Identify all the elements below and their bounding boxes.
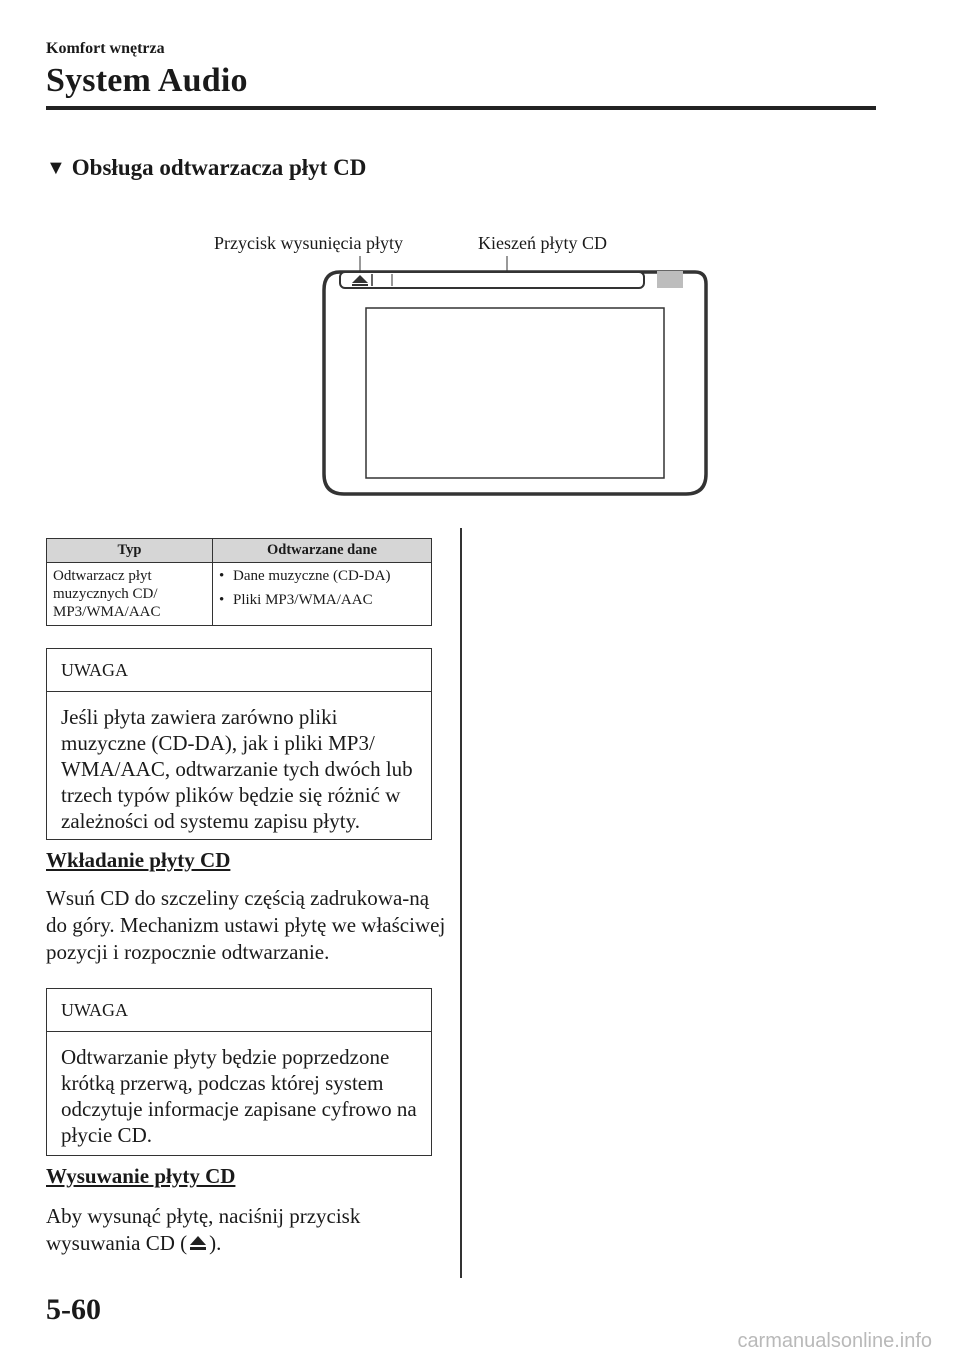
header-rule xyxy=(46,106,876,110)
cd-slot xyxy=(340,272,644,288)
list-item: • Dane muzyczne (CD-DA) xyxy=(219,567,425,585)
table-header-type: Typ xyxy=(47,539,213,563)
list-item: • Pliki MP3/WMA/AAC xyxy=(219,591,425,609)
table-header-data: Odtwarzane dane xyxy=(213,539,432,563)
triangle-marker-icon: ▼ xyxy=(46,157,66,179)
subsection-heading xyxy=(46,155,366,181)
note-heading: UWAGA xyxy=(47,649,431,692)
eject-heading: Wysuwanie płyty CD xyxy=(46,1164,236,1188)
watermark: carmanualsonline.info xyxy=(737,1330,932,1352)
cd-slot-label: Kieszeń płyty CD xyxy=(478,233,607,253)
display-screen xyxy=(366,308,664,478)
table-row xyxy=(47,563,432,626)
page-number: 5-60 xyxy=(46,1293,101,1326)
subsection-title: Obsługa odtwarzacza płyt CD xyxy=(71,155,367,180)
column-divider xyxy=(460,528,462,1278)
audio-unit-diagram xyxy=(300,250,720,500)
note-box xyxy=(46,988,432,1156)
note-box xyxy=(46,648,432,840)
table-cell-data xyxy=(213,563,432,626)
side-button xyxy=(657,271,683,288)
note-body: Odtwarzanie płyty będzie poprzedzone krótką przerwą, podczas której system odczytuje informacje zapisane cyfrowo na płycie CD. xyxy=(61,1045,417,1147)
eject-paragraph: Aby wysunąć płytę, naciśnij przycisk wysuwania CD ( ). xyxy=(46,1204,361,1255)
eject-button-label: Przycisk wysunięcia płyty xyxy=(214,233,403,253)
note-heading: UWAGA xyxy=(47,989,431,1032)
table-cell-type: Odtwarzacz płyt muzycznych CD/ MP3/WMA/AAC xyxy=(47,563,213,626)
chapter-title: Komfort wnętrza xyxy=(46,40,165,57)
loading-heading: Wkładanie płyty CD xyxy=(46,848,231,872)
eject-icon xyxy=(187,1233,209,1253)
playable-media-table xyxy=(46,538,432,626)
note-body: Jeśli płyta zawiera zarówno pliki muzyczne (CD-DA), jak i pliki MP3/ WMA/AAC, odtwarzanie tych dwóch lub trzech typów plików będzie się różnić w zależności od systemu zapisu płyty. xyxy=(61,705,413,833)
loading-paragraph: Wsuń CD do szczeliny częścią zadrukowa-ną do góry. Mechanizm ustawi płytę we właściwej pozycji i rozpocznie odtwarzanie. xyxy=(46,886,446,964)
section-title: System Audio xyxy=(46,62,248,99)
